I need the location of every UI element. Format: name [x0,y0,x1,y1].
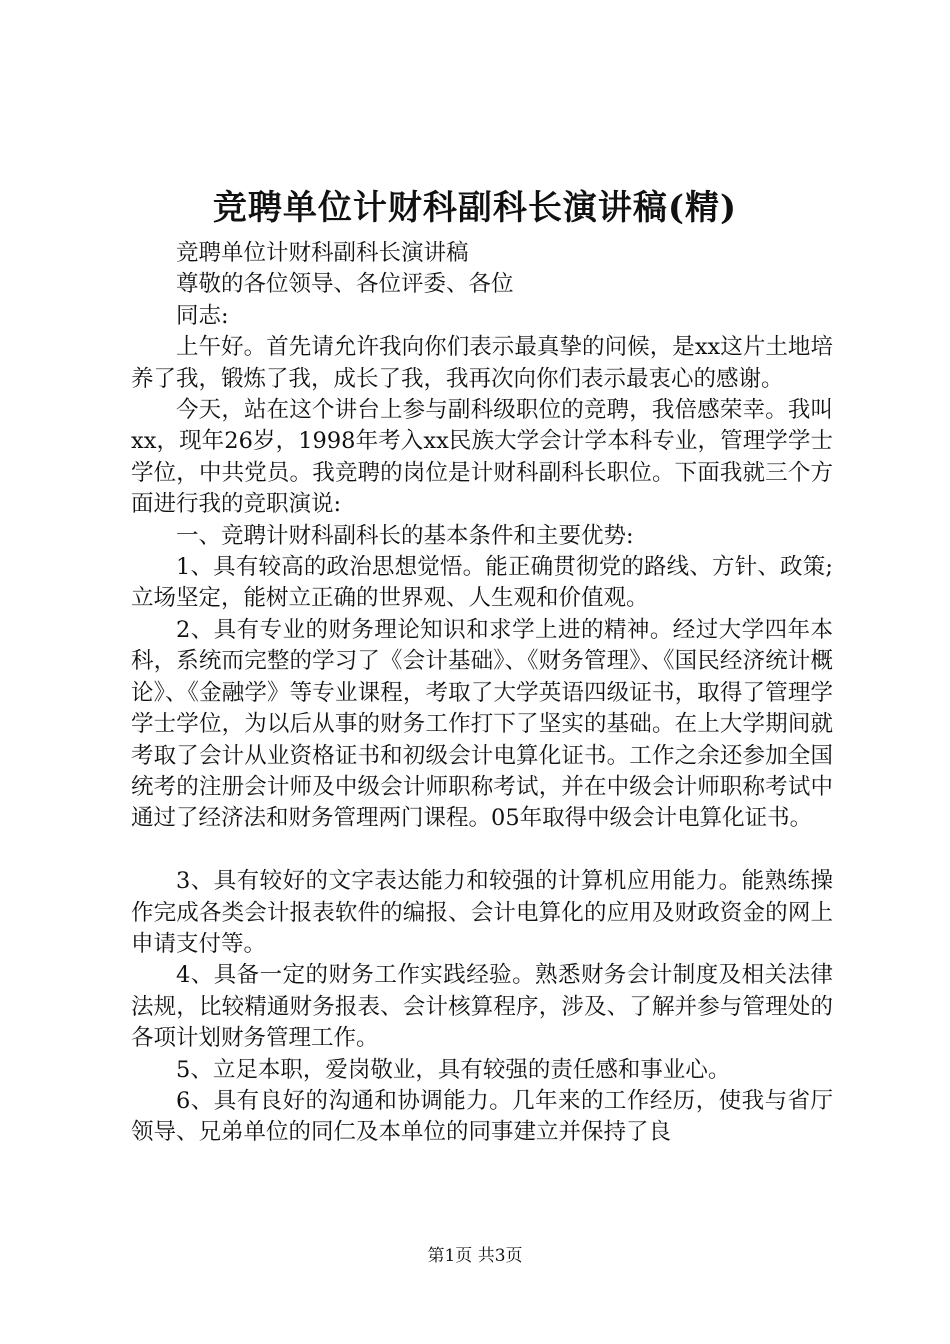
paragraph: 1、具有较高的政治思想觉悟。能正确贯彻党的路线、方针、政策;立场坚定，能树立正确的世界观、人生观和价值观。 [131,554,833,612]
paragraph: 一、竞聘计财科副科长的基本条件和主要优势: [176,522,634,549]
paragraph: 尊敬的各位领导、各位评委、各位 [176,271,514,298]
paragraph: 4、具备一定的财务工作实践经验。熟悉财务会计制度及相关法律法规，比较精通财务报表、会计核算程序，涉及、了解并参与管理处的各项计划财务管理工作。 [131,962,833,1052]
document-body [131,238,833,1149]
paragraph: 同志: [176,302,229,329]
paragraph: 2、具有专业的财务理论知识和求学上进的精神。经过大学四年本科，系统而完整的学习了《会计基础》、《财务管理》、《国民经济统计概论》、《金融学》等专业课程，考取了大学英语四级证书，取得了管理学学士学位，为以后从事的财务工作打下了坚实的基础。在上大学期间就考取了会计从业资格证书和初级会计电算化证书。工作之余还参加全国统考的注册会计师及中级会计师职称考试，并在中级会计师职称考试中通过了经济法和财务管理两门课程。05年取得中级会计电算化证书。 [131,616,833,832]
paragraph: 今天，站在这个讲台上参与副科级职位的竞聘，我倍感荣幸。我叫xx，现年26岁，1998年考入xx民族大学会计学本科专业，管理学学士学位，中共党员。我竞聘的岗位是计财科副科长职位。下面我就三个方面进行我的竞职演说: [131,397,833,518]
paragraph: 上午好。首先请允许我向你们表示最真挚的问候，是xx这片土地培养了我，锻炼了我，成长了我，我再次向你们表示最衷心的感谢。 [131,334,833,392]
paragraph: 3、具有较好的文字表达能力和较强的计算机应用能力。能熟练操作完成各类会计报表软件的编报、会计电算化的应用及财政资金的网上申请支付等。 [131,868,833,957]
document-title: 竞聘单位计财科副科长演讲稿(精) [212,188,738,228]
page-footer: 第1页 共3页 [427,1246,523,1266]
paragraph: 6、具有良好的沟通和协调能力。几年来的工作经历，使我与省厅领导、兄弟单位的同仁及本单位的同事建立并保持了良 [131,1087,833,1146]
paragraph: 5、立足本职，爱岗敬业，具有较强的责任感和事业心。 [176,1056,731,1083]
paragraph: 竞聘单位计财科副科长演讲稿 [176,240,469,266]
